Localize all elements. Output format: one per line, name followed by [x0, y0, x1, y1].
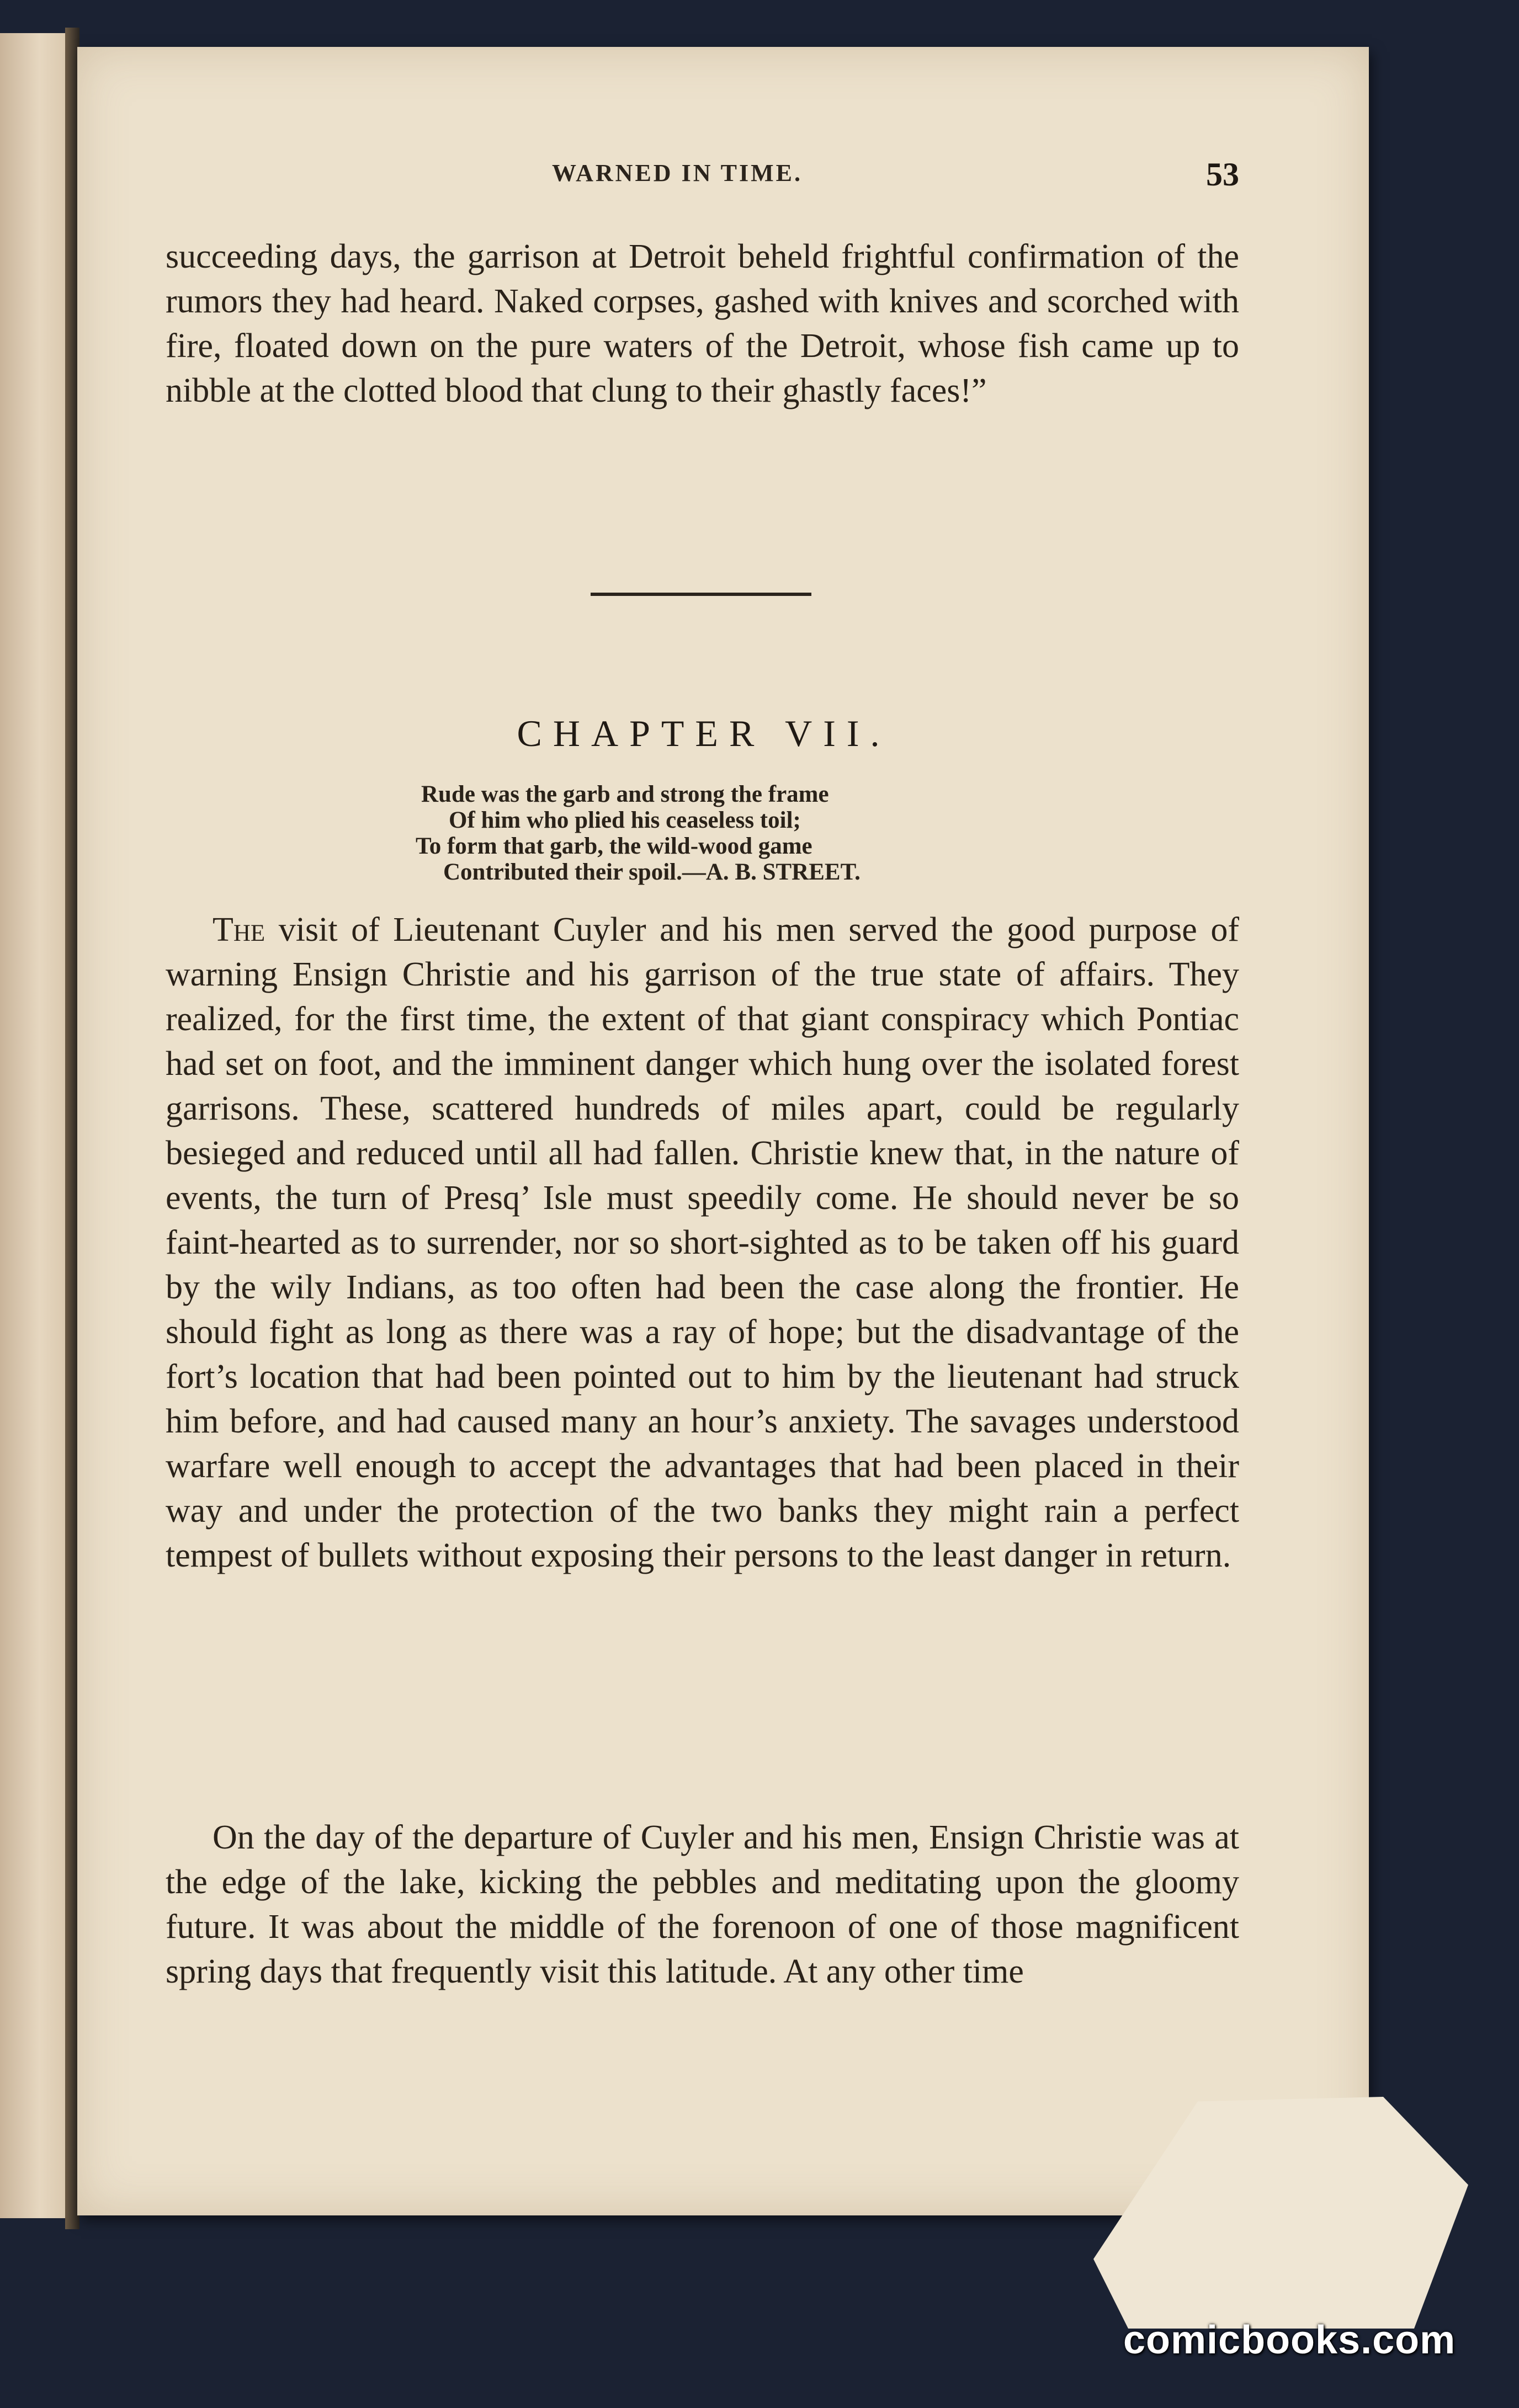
epigraph-line: Of him who plied his ceaseless toil;	[449, 807, 801, 833]
previous-page-edge	[0, 33, 72, 2218]
epigraph	[386, 781, 1076, 885]
continuation-paragraph: succeeding days, the garrison at Detroit beheld frightful confirmation of the rumors they had heard. Naked corpses, gashed with knives and scorched with fire, floated down on the pure waters of the Detroit, whose fish came up to nibble at the clotted blood that clung to their ghastly faces!”	[166, 238, 1239, 409]
epigraph-attribution-line: Contributed their spoil.—A. B. STREET.	[443, 859, 861, 885]
section-divider	[591, 593, 811, 596]
running-title: WARNED IN TIME.	[552, 159, 803, 187]
chapter-paragraph-2: On the day of the departure of Cuyler and his men, Ensign Christie was at the edge of the lake, kicking the pebbles and meditating upon the gloomy future. It was about the middle of the forenoon of one of those magnificent spring days that frequently visit this latitude. At any other time	[166, 1819, 1239, 1990]
opening-word: The	[213, 911, 265, 949]
watermark-logo: comicbooks.com	[1123, 2318, 1456, 2362]
paragraph-text: visit of Lieutenant Cuyler and his men served the good purpose of warning Ensign Christie and his garrison of the true state of affairs. They realized, for the first time, the extent of that giant conspiracy which Pontiac had set on foot, and the imminent danger which hung over the isolated forest garrisons. These, scattered hundreds of miles apart, could be regularly besieged and reduced until all had fallen. Christie knew that, in the nature of events, the turn of Presq’ Isle must speedily come. He should never be so faint-hearted as to surrender, nor so short-sighted as to be taken off his guard by the wily Indians, as too often had been the case along the frontier. He should fight as long as there was a ray of hope; but the disadvantage of the fort’s location that had been pointed out to him by the lieutenant had struck him before, and had caused many an hour’s anxiety. The savages understood warfare well enough to accept the advantages that had been placed in their way and under the protection of the two banks they might rain a perfect tempest of bullets without exposing their persons to the least danger in return.	[166, 911, 1239, 1574]
chapter-heading: CHAPTER VII.	[517, 712, 891, 754]
epigraph-line: Rude was the garb and strong the frame	[421, 781, 829, 807]
epigraph-line: To form that garb, the wild-wood game	[416, 833, 812, 859]
page-number: 53	[1206, 156, 1239, 193]
chapter-paragraph-1	[166, 908, 1239, 1578]
